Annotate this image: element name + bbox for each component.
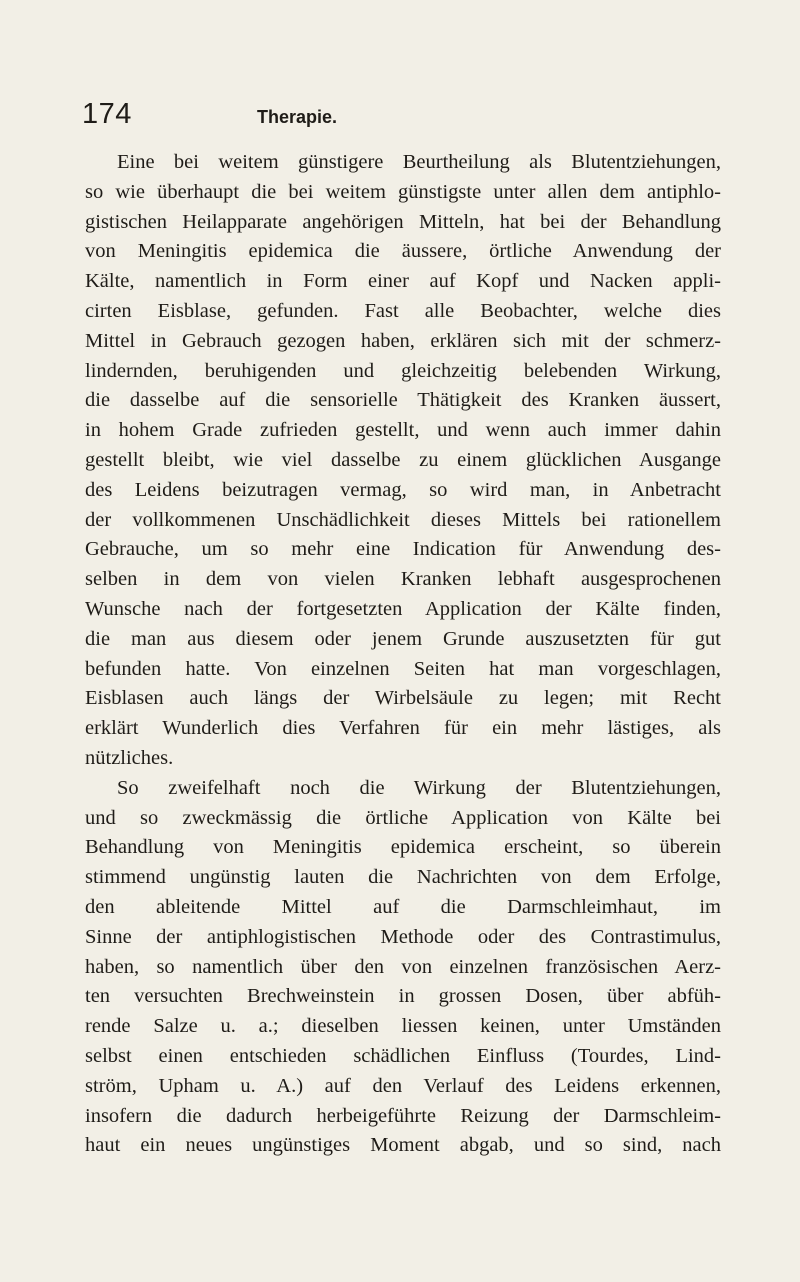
text-line: Wunsche nach der fortgesetzten Application der Kälte finden, (85, 597, 721, 620)
text-line: Behandlung von Meningitis epidemica erscheint, so überein (85, 836, 721, 859)
body-text (85, 148, 721, 1161)
text-line: insofern die dadurch herbeigeführte Reizung der Darmschleim- (85, 1104, 721, 1127)
text-line: selben in dem von vielen Kranken lebhaft ausgesprochenen (85, 568, 721, 591)
paragraph-2 (85, 774, 721, 1161)
text-line: So zweifelhaft noch die Wirkung der Blutentziehungen, (117, 776, 721, 799)
text-line: Gebrauche, um so mehr eine Indication für Anwendung des- (85, 538, 721, 561)
text-line: befunden hatte. Von einzelnen Seiten hat man vorgeschlagen, (85, 657, 721, 680)
text-line: und so zweckmässig die örtliche Application von Kälte bei (85, 806, 721, 829)
text-line: gistischen Heilapparate angehörigen Mitteln, hat bei der Behandlung (85, 210, 721, 233)
text-line: selbst einen entschieden schädlichen Einfluss (Tourdes, Lind- (85, 1044, 721, 1067)
text-line: ström, Upham u. A.) auf den Verlauf des Leidens erkennen, (85, 1074, 721, 1097)
text-line: in hohem Grade zufrieden gestellt, und wenn auch immer dahin (85, 419, 721, 442)
text-line: nützliches. (85, 746, 174, 769)
text-line: Mittel in Gebrauch gezogen haben, erklären sich mit der schmerz- (85, 329, 721, 352)
text-line: haben, so namentlich über den von einzelnen französischen Aerz- (85, 955, 721, 978)
text-line: rende Salze u. a.; dieselben liessen keinen, unter Umständen (85, 1015, 721, 1038)
paragraph-1 (85, 148, 721, 774)
text-line: den ableitende Mittel auf die Darmschleimhaut, im (85, 895, 721, 918)
text-line: gestellt bleibt, wie viel dasselbe zu einem glücklichen Ausgange (85, 448, 721, 471)
text-line: Sinne der antiphlogistischen Methode oder des Contrastimulus, (85, 925, 721, 948)
text-line: des Leidens beizutragen vermag, so wird man, in Anbetracht (85, 478, 721, 501)
page-number: 174 (82, 98, 132, 130)
text-line: die man aus diesem oder jenem Grunde auszusetzten für gut (85, 627, 721, 650)
text-line: Eisblasen auch längs der Wirbelsäule zu legen; mit Recht (85, 687, 721, 710)
text-line: von Meningitis epidemica die äussere, örtliche Anwendung der (85, 240, 721, 263)
text-line: so wie überhaupt die bei weitem günstigste unter allen dem antiphlo- (85, 180, 721, 203)
text-line: haut ein neues ungünstiges Moment abgab, und so sind, nach (85, 1134, 721, 1157)
page-header (82, 98, 722, 138)
text-line: Eine bei weitem günstigere Beurtheilung als Blutentziehungen, (117, 151, 721, 173)
text-line: cirten Eisblase, gefunden. Fast alle Beobachter, welche dies (85, 299, 721, 322)
text-line: der vollkommenen Unschädlichkeit dieses Mittels bei rationellem (85, 508, 721, 531)
text-line: Kälte, namentlich in Form einer auf Kopf und Nacken appli- (85, 270, 721, 293)
text-line: lindernden, beruhigenden und gleichzeitig belebenden Wirkung, (85, 359, 721, 382)
text-line: erklärt Wunderlich dies Verfahren für ein mehr lästiges, als (85, 717, 721, 740)
text-line: stimmend ungünstig lauten die Nachrichten von dem Erfolge, (85, 866, 721, 889)
text-line: ten versuchten Brechweinstein in grossen Dosen, über abfüh- (85, 985, 721, 1008)
text-line: die dasselbe auf die sensorielle Thätigkeit des Kranken äussert, (85, 389, 721, 412)
running-head: Therapie. (257, 107, 338, 127)
